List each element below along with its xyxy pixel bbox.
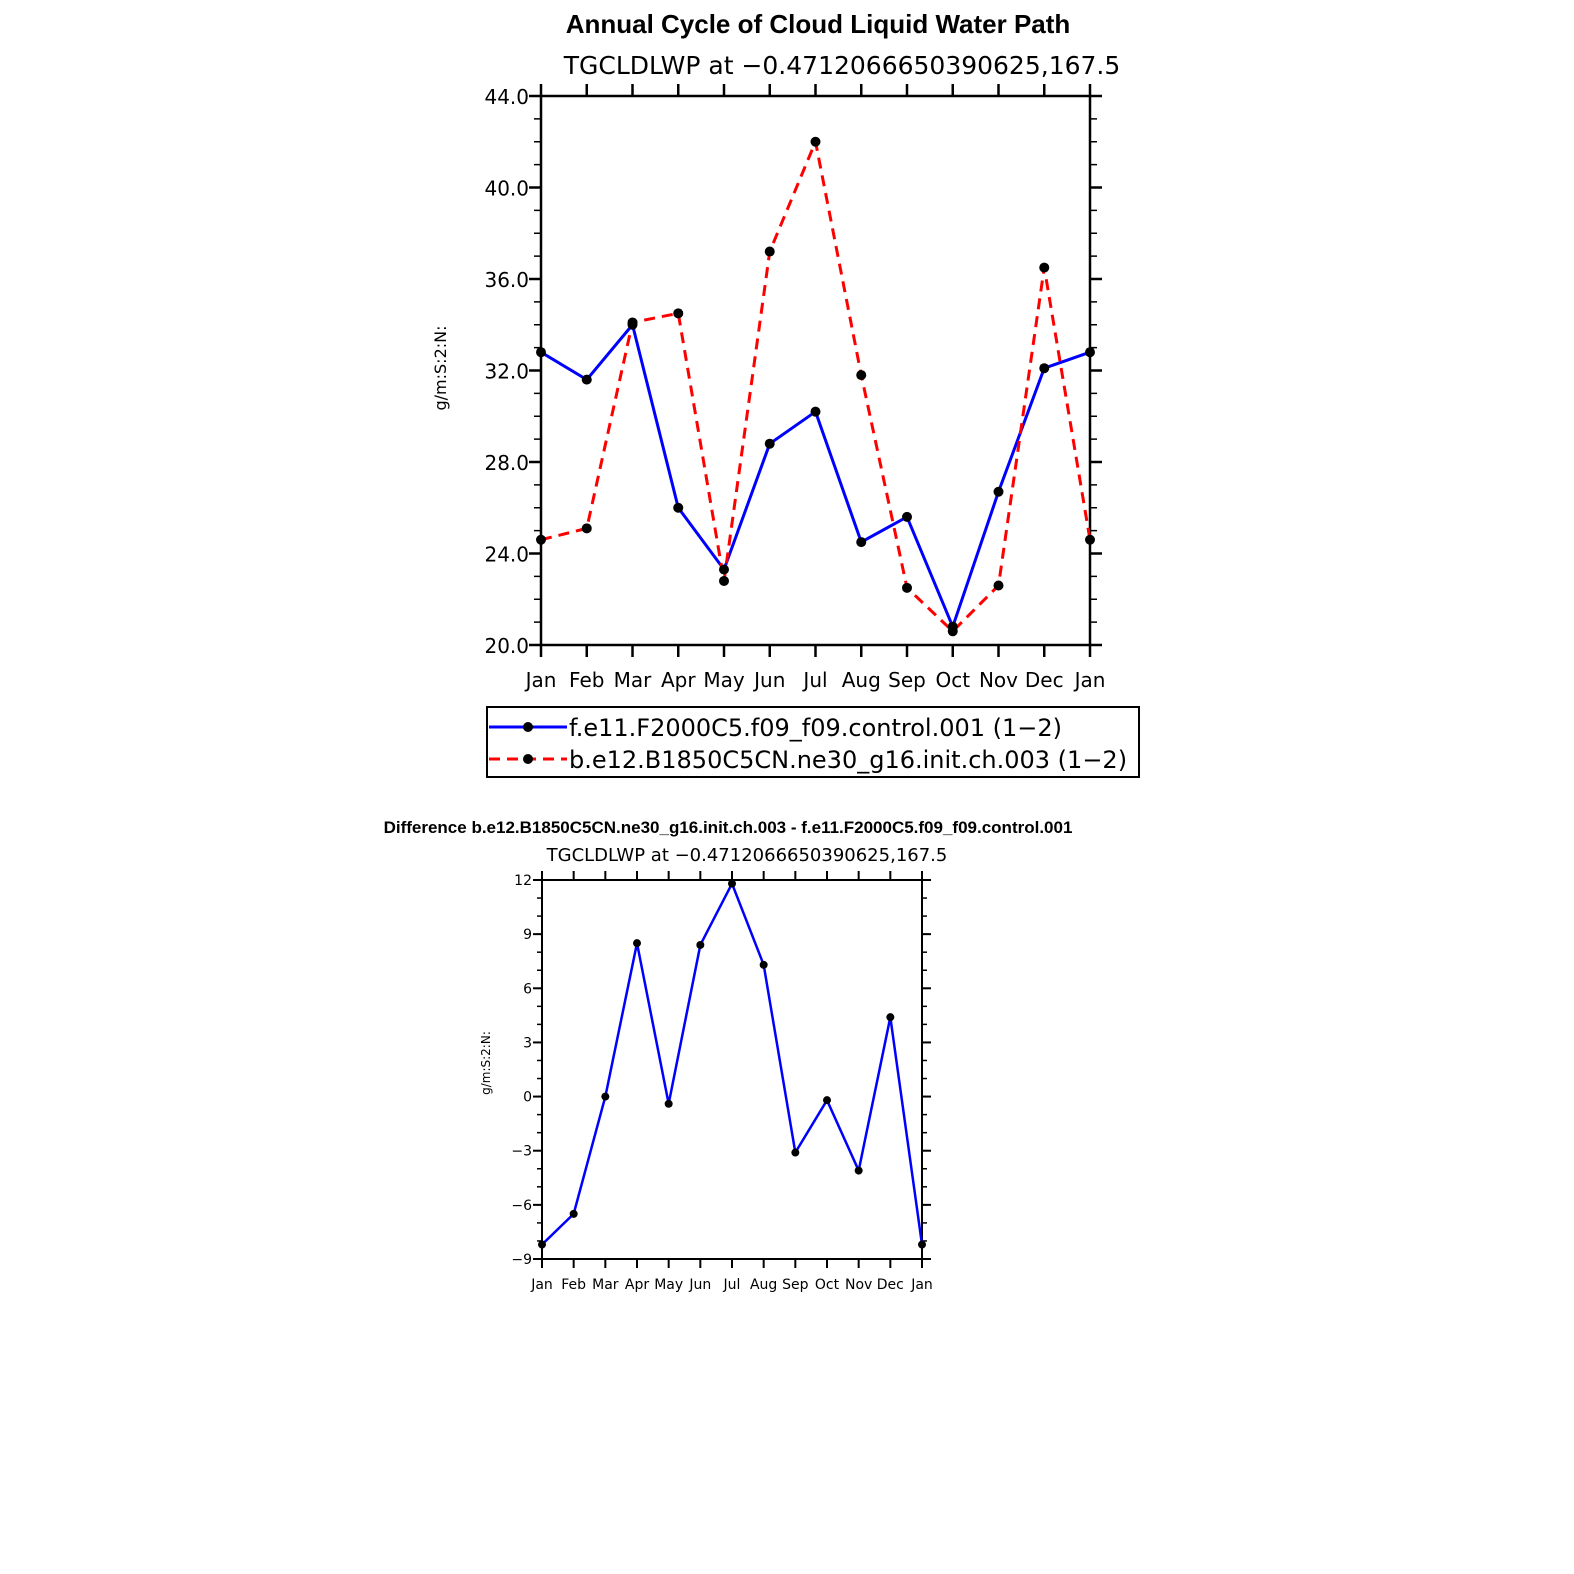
legend-marker-init — [523, 754, 533, 764]
chart2-series-0-point — [601, 1093, 609, 1101]
chart2-series-0-line — [542, 884, 922, 1245]
chart2-x-tick-label: Mar — [592, 1277, 619, 1293]
chart1-y-tick-label: 20.0 — [484, 634, 529, 658]
chart1-series-0-point — [536, 347, 546, 357]
chart1-series-0-point — [582, 375, 592, 385]
chart1-x-tick-label: Aug — [841, 668, 881, 692]
chart2-title: Difference b.e12.B1850C5CN.ne30_g16.init.ch.003 - f.e11.F2000C5.f09_f09.control.001 — [383, 818, 1073, 837]
chart1-series-0-point — [1085, 347, 1095, 357]
chart1-y-tick-label: 44.0 — [484, 85, 529, 109]
chart2-x-tick-label: Oct — [814, 1277, 840, 1293]
chart2-x-tick-label: May — [654, 1277, 684, 1293]
chart1-series-1-line — [541, 142, 1090, 632]
chart2-y-tick-label: −6 — [511, 1197, 532, 1214]
chart2-x-tick-label: Jan — [911, 1277, 933, 1293]
chart2-x-tick-label: Jan — [531, 1277, 553, 1293]
chart1-series-0-point — [811, 407, 821, 417]
chart1-series-1-point — [536, 535, 546, 545]
legend-marker-control — [523, 722, 533, 732]
chart1-subtitle: TGCLDLWP at −0.4712066650390625,167.5 — [563, 51, 1121, 80]
chart1-series-1-point — [719, 576, 729, 586]
legend — [487, 707, 1139, 777]
chart2-x-tick-label: Apr — [624, 1277, 650, 1293]
chart1-series-1-point — [811, 137, 821, 147]
legend-label-control: f.e11.F2000C5.f09_f09.control.001 (1−2) — [569, 714, 1063, 742]
chart1-series-0-point — [856, 537, 866, 547]
chart1-y-tick-label: 40.0 — [484, 176, 529, 201]
chart1-y-tick-label: 32.0 — [484, 359, 529, 384]
chart1-series-1-point — [902, 583, 912, 593]
chart2-series-0-point — [855, 1167, 863, 1175]
chart2-x-tick-label: Jul — [723, 1277, 741, 1293]
chart1-x-tick-label: Feb — [569, 668, 605, 692]
chart1-x-tick-label: Apr — [660, 668, 696, 692]
chart1-series-0-point — [1039, 363, 1049, 373]
chart2-x-tick-label: Jun — [689, 1277, 712, 1293]
chart2-series-0-point — [760, 961, 768, 969]
chart1-title: Annual Cycle of Cloud Liquid Water Path — [565, 9, 1071, 39]
chart1-series-1-point — [628, 317, 638, 327]
chart1-plot-area — [484, 84, 1105, 692]
chart1-series-0-point — [994, 487, 1004, 497]
chart1-y-tick-label: 36.0 — [484, 268, 529, 292]
chart1-series-1-point — [948, 626, 958, 636]
chart2-series-0-point — [918, 1241, 926, 1249]
chart2-y-tick-label: 9 — [523, 927, 532, 944]
chart1-series-1-point — [1085, 535, 1095, 545]
chart2-y-axis-label: g/m:S:2:N: — [479, 1031, 493, 1095]
chart1-series-0-line — [541, 325, 1090, 627]
chart1-y-tick-label: 28.0 — [484, 451, 529, 475]
chart2-x-tick-label: Nov — [845, 1277, 873, 1293]
chart2-series-0-point — [696, 941, 704, 949]
chart2-x-tick-label: Aug — [749, 1277, 778, 1293]
chart1-x-tick-label: Nov — [978, 668, 1019, 692]
chart2-series-0-point — [823, 1096, 831, 1104]
chart2-series-0-point — [791, 1149, 799, 1157]
chart1-series-1-point — [673, 308, 683, 318]
chart1-series-1-point — [994, 581, 1004, 591]
chart1-y-axis-label: g/m:S:2:N: — [431, 325, 450, 411]
chart2-x-tick-label: Feb — [561, 1277, 587, 1293]
chart1-series-0-point — [765, 439, 775, 449]
chart2-series-0-point — [728, 880, 736, 888]
chart2-y-tick-label: 12 — [514, 873, 532, 889]
chart2-y-tick-label: −9 — [511, 1252, 532, 1268]
chart1-x-tick-label: Jan — [525, 668, 557, 692]
chart1-x-tick-label: Dec — [1024, 668, 1064, 692]
chart2-series-0-point — [633, 939, 641, 947]
chart2-series-0-point — [665, 1100, 673, 1108]
chart2-y-tick-label: 3 — [523, 1035, 532, 1052]
chart1-x-tick-label: Oct — [935, 668, 971, 692]
chart1-series-1-point — [1039, 263, 1049, 273]
chart2-frame — [542, 880, 922, 1259]
chart1-x-tick-label: May — [703, 668, 745, 692]
chart1-x-tick-label: Mar — [613, 668, 652, 692]
chart2-y-tick-label: 0 — [523, 1089, 532, 1106]
chart2-x-tick-label: Dec — [876, 1277, 904, 1293]
chart1-x-tick-label: Sep — [888, 668, 926, 692]
chart2-subtitle: TGCLDLWP at −0.4712066650390625,167.5 — [546, 845, 948, 866]
chart2-x-tick-label: Sep — [782, 1277, 809, 1293]
chart2-plot-area — [511, 871, 932, 1293]
chart2-y-tick-label: −3 — [511, 1143, 532, 1160]
chart1-x-tick-label: Jun — [754, 668, 786, 692]
chart1-frame — [541, 96, 1090, 645]
legend-label-init: b.e12.B1850C5CN.ne30_g16.init.ch.003 (1−2) — [569, 746, 1128, 774]
chart2-series-0-point — [538, 1241, 546, 1249]
chart1-series-1-point — [765, 247, 775, 257]
chart1-y-tick-label: 24.0 — [484, 542, 529, 567]
chart1-series-0-point — [902, 512, 912, 522]
chart2-series-0-point — [886, 1013, 894, 1021]
chart1-series-0-point — [719, 565, 729, 575]
chart1-series-1-point — [856, 370, 866, 380]
chart1-x-tick-label: Jul — [803, 668, 828, 692]
chart1-x-tick-label: Jan — [1074, 668, 1106, 692]
chart2-y-tick-label: 6 — [523, 981, 532, 998]
chart1-series-0-point — [673, 503, 683, 513]
chart1-series-1-point — [582, 523, 592, 533]
chart2-series-0-point — [570, 1210, 578, 1218]
